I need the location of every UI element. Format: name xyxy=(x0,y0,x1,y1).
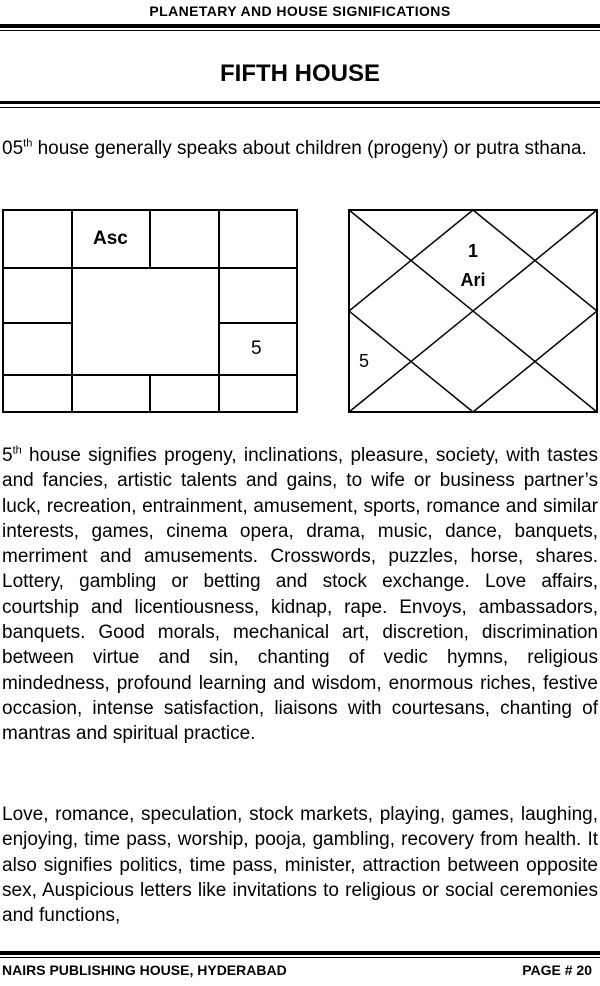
signification-paragraph: 5th house signifies progeny, inclinations, pleasure, society, with tastes and fancies, artistic talents and gains, to wife or business partner’s luck, recreation, entrainment, amusement, sports, romance and similar interests, games, cinema opera, drama, music, dance, banquets, merriment and amusements. Crosswords, puzzles, horse, shares. Lottery, gambling or betting and stock exchange. Love affairs, courtship and licentiousness, kidnap, rape. Envoys, ambassadors, banquets. Good morals, mechanical art, discretion, discrimination between virtue and sin, chanting of vedic hymns, religious mindedness, profound learning and wisdom, enormous riches, festive occasion, intense satisfaction, liaisons with courtesans, chanting of mantras and spiritual practice. xyxy=(2,444,598,745)
title-rule-thin xyxy=(0,107,600,108)
first-house-number: 1 xyxy=(467,241,479,261)
intro-paragraph: 05th house generally speaks about children (progeny) or putra sthana. xyxy=(2,137,587,159)
footer-rule-thin xyxy=(0,957,600,958)
footer-rule xyxy=(0,951,600,955)
chart-cell-asc xyxy=(71,209,151,269)
chart-cell xyxy=(149,374,220,413)
chart-center xyxy=(71,267,220,376)
chart-cell xyxy=(218,374,298,413)
footer-publisher: NAIRS PUBLISHING HOUSE, HYDERABAD xyxy=(2,962,287,978)
south-indian-chart xyxy=(2,209,298,413)
first-house-sign: Ari xyxy=(460,270,486,290)
fifth-house-label: 5 xyxy=(251,338,262,359)
fifth-house-label: 5 xyxy=(358,351,370,371)
header-rule-thin xyxy=(0,30,600,31)
footer-page-number: PAGE # 20 xyxy=(522,962,592,978)
header-rule xyxy=(0,24,600,28)
chart-cell xyxy=(149,209,220,269)
asc-label: Asc xyxy=(93,228,128,249)
chart-cell xyxy=(2,267,73,324)
title-rule xyxy=(0,101,600,104)
chart-cell xyxy=(2,374,73,413)
chart-cell xyxy=(2,322,73,376)
page-title: FIFTH HOUSE xyxy=(220,60,380,87)
chart-cell-fifth xyxy=(218,322,298,376)
north-indian-chart xyxy=(348,209,598,413)
chart-cell xyxy=(71,374,151,413)
chart-cell xyxy=(218,209,298,269)
chart-cell xyxy=(2,209,73,269)
signification-paragraph-2: Love, romance, speculation, stock markets, playing, games, laughing, enjoying, time pass, worship, pooja, gambling, recovery from health. It also signifies politics, time pass, minister, attraction between opposite sex, Auspicious letters like invitations to religious or social ceremonies and functions, xyxy=(2,804,598,927)
chart-cell xyxy=(218,267,298,324)
running-header: PLANETARY AND HOUSE SIGNIFICATIONS xyxy=(149,3,451,19)
